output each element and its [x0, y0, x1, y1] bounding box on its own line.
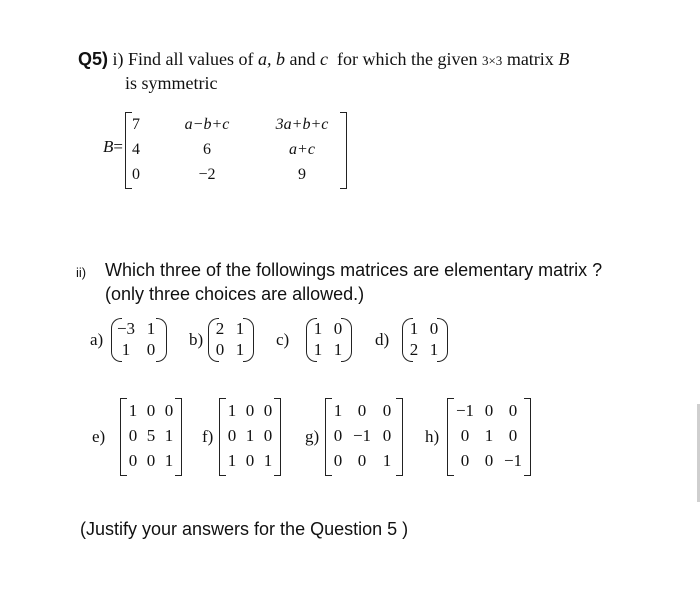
matrix-B: [125, 112, 347, 188]
option-c-label: c): [276, 330, 290, 349]
option-b-label: b): [189, 330, 204, 349]
option-d-label: d): [375, 330, 390, 349]
question-label: Q5): [78, 49, 109, 69]
matrix-B-row: 4 6 a+c: [132, 140, 315, 158]
part-i-text-1: Find all values of: [128, 49, 254, 69]
matrix-B-name: B=: [103, 137, 123, 156]
question-title: [78, 49, 569, 70]
matrix-dims: 3×3: [481, 53, 503, 68]
option-a-matrix: −3 1 1 0: [111, 318, 167, 362]
var-a: a,: [258, 49, 272, 69]
option-e-matrix: 1 0 0 0 5 1 0 0 1: [120, 398, 182, 476]
option-g-matrix: 1 0 0 0 −1 0 0 0 1: [325, 398, 403, 476]
option-f-matrix: 1 0 0 0 1 0 1 0 1: [219, 398, 281, 476]
option-g-label: g): [305, 427, 320, 446]
matrix-B-row: 7 a−b+c 3a+b+c: [132, 115, 329, 133]
part-ii-text: [105, 258, 602, 306]
part-ii-label: ii): [76, 265, 87, 280]
word-and: and: [289, 49, 316, 69]
var-c: c: [320, 49, 328, 69]
part-i-label: i): [112, 49, 124, 69]
options-2x2: [0, 318, 700, 368]
var-B: B: [558, 49, 570, 69]
option-h-label: h): [425, 427, 440, 446]
justify-note: (Justify your answers for the Question 5 ): [80, 519, 409, 539]
matrix-B-row: 0 −2 9: [132, 165, 306, 183]
part-i-line2: is symmetric: [125, 73, 218, 93]
option-f-label: f): [202, 427, 214, 446]
option-b-matrix: 2 1 0 1: [208, 318, 254, 362]
option-a-label: a): [90, 330, 104, 349]
option-h-matrix: −1 0 0 0 1 0 0 0 −1: [447, 398, 531, 476]
option-c-matrix: 1 0 1 1: [306, 318, 352, 362]
part-ii-line1: Which three of the followings matrices are elementary matrix ?: [105, 260, 603, 280]
part-ii-line2: (only three choices are allowed.): [105, 284, 365, 304]
var-b: b: [276, 49, 285, 69]
option-e-label: e): [92, 427, 106, 446]
part-i-text-2: for which the given: [337, 49, 478, 69]
options-3x3: [0, 398, 700, 478]
part-i-text-3: matrix: [506, 49, 554, 69]
option-d-matrix: 1 0 2 1: [402, 318, 448, 362]
